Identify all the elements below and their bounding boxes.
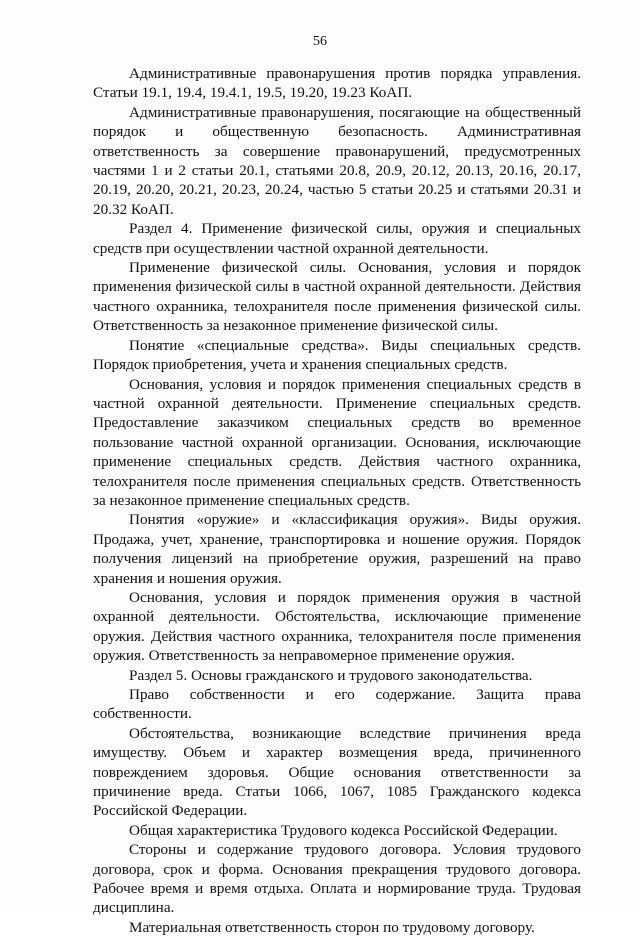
paragraph-labor-code: Общая характеристика Трудового кодекса Российской Федерации.: [129, 821, 558, 839]
paragraph-employment-contract: Стороны и содержание трудового договора. Условия трудового договора, срок и форма. Основания прекращения трудового договора. Рабочее время и время отдыха. Оплата и нормирование труда. Трудовая дисциплина.: [93, 841, 581, 917]
section-4-heading: Раздел 4. Применение физической силы, оружия и специальных средств при осуществлении частной охранной деятельности.: [93, 220, 581, 257]
document-body: [93, 64, 581, 937]
paragraph-harm-obligations: Обстоятельства, возникающие вследствие причинения вреда имуществу. Объем и характер возмещения вреда, причиненного повреждением здоровья. Общие основания ответственности за причинение вреда. Статьи 1066, 1067, 1085 Гражданского кодекса Российской Федерации.: [93, 724, 581, 820]
section-5-heading: Раздел 5. Основы гражданского и трудового законодательства.: [129, 666, 533, 684]
paragraph-special-means-use: Основания, условия и порядок применения специальных средств в частной охранной деятельности. Применение специальных средств. Предоставление заказчиком специальных средств во временное пользование частной охранной организации. Основания, исключающие применение специальных средств. Действия частного охранника, телохранителя после применения специальных средств. Ответственность за незаконное применение специальных средств.: [93, 375, 581, 509]
paragraph-admin-offenses-public-order: Административные правонарушения, посягающие на общественный порядок и общественную безопасность. Административная ответственность за совершение правонарушений, предусмотренных частями 1 и 2 статьи 20.1, статьями 20.8, 20.9, 20.12, 20.13, 20.16, 20.17, 20.19, 20.20, 20.21, 20.23, 20.24, частью 5 статьи 20.25 и статьями 20.31 и 20.32 КоАП.: [93, 103, 581, 218]
paragraph-weapon-concept: Понятия «оружие» и «классификация оружия». Виды оружия. Продажа, учет, хранение, транспортировка и ношение оружия. Порядок получения лицензий на приобретение оружия, разрешений на право хранения и ношения оружия.: [93, 511, 581, 587]
paragraph-property-rights: Право собственности и его содержание. Защита права собственности.: [93, 686, 581, 723]
paragraph-weapon-use: Основания, условия и порядок применения оружия в частной охранной деятельности. Обстоятельства, исключающие применение оружия. Действия частного охранника, телохранителя после применения оружия. Ответственность за неправомерное применение оружия.: [93, 588, 581, 665]
paragraph-admin-offenses-management: Административные правонарушения против порядка управления. Статьи 19.1, 19.4, 19.4.1, 19.5, 19.20, 19.23 КоАП.: [93, 65, 581, 102]
page-number: 56: [313, 34, 327, 49]
paragraph-material-liability: Материальная ответственность сторон по трудовому договору.: [129, 918, 535, 936]
paragraph-special-means-concept: Понятие «специальные средства». Виды специальных средств. Порядок приобретения, учета и хранения специальных средств.: [93, 336, 581, 374]
paragraph-physical-force: Применение физической силы. Основания, условия и порядок применения физической силы в частной охранной деятельности. Действия частного охранника, телохранителя после применения физической силы. Ответственность за незаконное применение физической силы.: [93, 259, 581, 335]
